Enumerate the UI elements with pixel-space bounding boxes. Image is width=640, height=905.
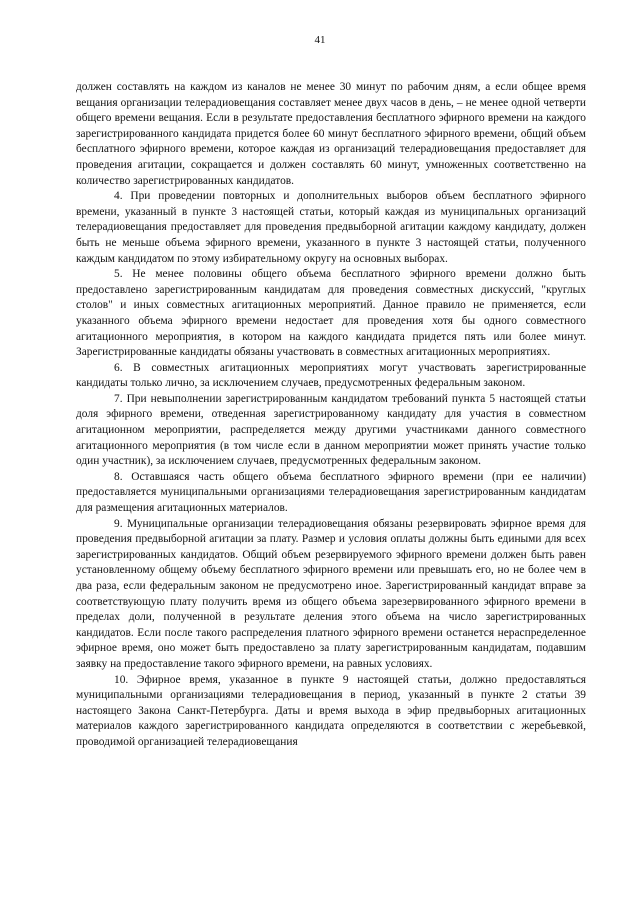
paragraph-10: 10. Эфирное время, указанное в пункте 9 настоящей статьи, должно предоставляться муниципальными организациями телерадиовещания в период, указанный в пункте 2 статьи 39 настоящего Закона Санкт-Петербурга. Даты и время выхода в эфир предвыборных агитационных материалов каждого зарегистрированного кандидата определяются в соответствии с жеребьевкой, проводимой организацией телерадиовещания — [76, 673, 586, 748]
page-number: 41 — [314, 34, 326, 46]
paragraph-6: 6. В совместных агитационных мероприятиях могут участвовать зарегистрированные кандидаты только лично, за исключением случаев, предусмотренных федеральным законом. — [76, 361, 586, 390]
document-body — [76, 80, 586, 751]
paragraph-4: 4. При проведении повторных и дополнительных выборов объем бесплатного эфирного времени, указанный в пункте 3 настоящей статьи, который каждая из муниципальных организаций телерадиовещания предоставляет для проведения предвыборной агитации каждому кандидату, должен быть не меньше объема эфирного времени, указанного в пункте 3 настоящей статьи, полученного каждым кандидатом по этому избирательному округу на основных выборах. — [76, 190, 586, 265]
paragraph-7: 7. При невыполнении зарегистрированным кандидатом требований пункта 5 настоящей статьи доля эфирного времени, отведенная зарегистрированному кандидату для участия в совместном агитационном мероприятии, распределяется между другими участниками данного совместного агитационного мероприятия (в том числе если в данном мероприятии может принять участие только один участник), за исключением случаев, предусмотренных федеральным законом. — [76, 392, 586, 468]
paragraph-5: 5. Не менее половины общего объема бесплатного эфирного времени должно быть предоставлено зарегистрированным кандидатам для проведения совместных дискуссий, "круглых столов" и иных совместных агитационных мероприятий. Данное правило не применяется, если указанного объема эфирного времени недостает для проведения хотя бы одного совместного агитационного мероприятия, в котором на каждого кандидата придется пять или более минут. Зарегистрированные кандидаты обязаны участвовать в совместных агитационных мероприятиях. — [76, 268, 586, 359]
paragraph-continuation: должен составлять на каждом из каналов не менее 30 минут по рабочим дням, а если общее время вещания организации телерадиовещания составляет менее двух часов в день, – не менее одной четверти общего времени вещания. Если в результате предоставления бесплатного эфирного времени на каждого зарегистрированного кандидата придется более 60 минут бесплатного эфирного времени, общий объем бесплатного эфирного времени, которое каждая из организаций телерадиовещания предоставляет для проведения агитации, сокращается и должен составлять 60 минут, умноженных соответственно на количество зарегистрированных кандидатов. — [76, 81, 586, 187]
paragraph-9: 9. Муниципальные организации телерадиовещания обязаны резервировать эфирное время для проведения предвыборной агитации за плату. Размер и условия оплаты должны быть едиными для всех зарегистрированных кандидатов. Общий объем резервируемого эфирного времени должен быть равен установленному общему объему бесплатного эфирного времени или превышать его, но не более чем в два раза, если федеральным законом не предусмотрено иное. Зарегистрированный кандидат вправе за соответствующую плату получить время из общего объема зарезервированного эфирного времени в пределах доли, полученной в результате деления этого объема на число зарегистрированных кандидатов. Если после такого распределения платного эфирного времени останется нераспределенное эфирное время, оно может быть предоставлено за плату зарегистрированным кандидатам, подавшим заявку на предоставление такого эфирного времени, на равных условиях. — [76, 517, 586, 670]
paragraph-8: 8. Оставшаяся часть общего объема бесплатного эфирного времени (при ее наличии) предоставляется муниципальными организациями телерадиовещания зарегистрированным кандидатам для размещения агитационных материалов. — [76, 470, 586, 515]
